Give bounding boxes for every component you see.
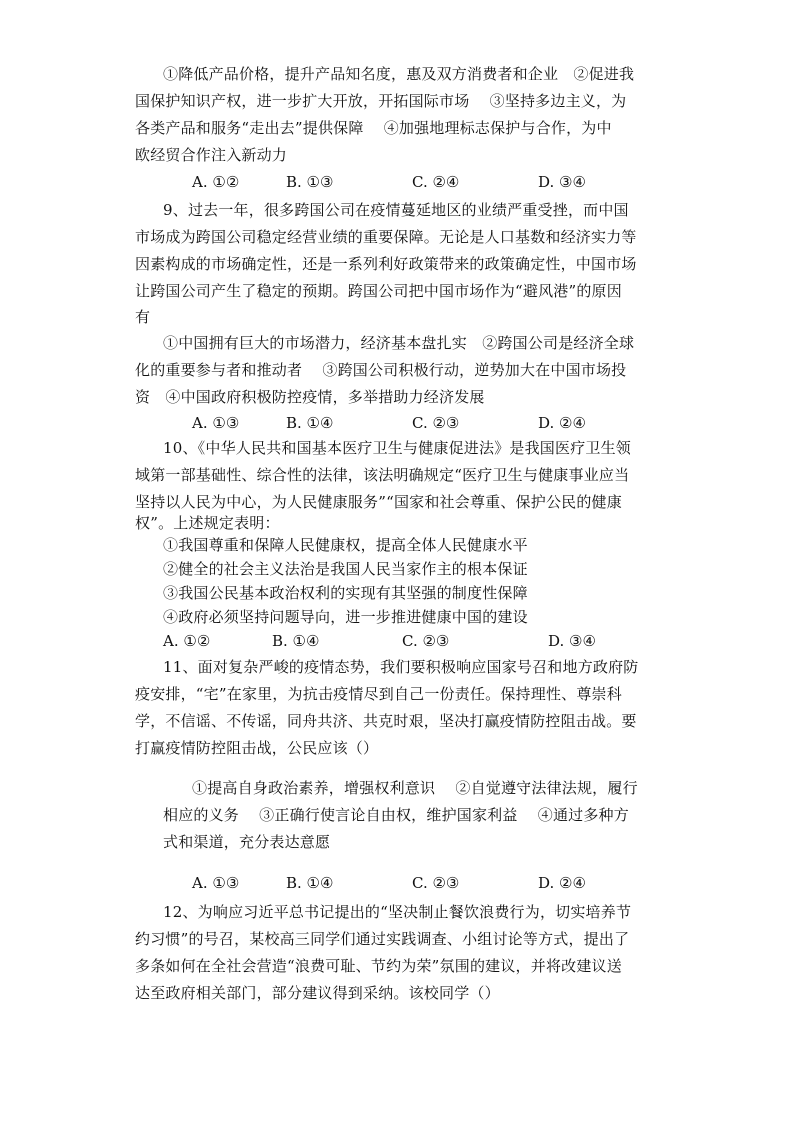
q11-stem-line: 学，不信谣、不传谣，同舟共济、共克时艰，坚决打赢疫情防控阻击战。要 — [135, 712, 637, 730]
q10-stem-line: 域第一部基础性、综合性的法律，该法明确规定“医疗卫生与健康事业应当 — [135, 466, 630, 484]
q11-stem-line: 疫安排，“宅”在家里，为抗击疫情尽到自己一份责任。保持理性、尊崇科 — [135, 685, 622, 703]
q11-option-a: A. ①③ — [192, 874, 240, 892]
q8-statement-line: 欧经贸合作注入新动力 — [135, 146, 288, 164]
q11-option-d: D. ②④ — [538, 874, 586, 892]
q9-stem-line: 9、过去一年，很多跨国公司在疫情蔓延地区的业绩严重受挫，而中国 — [163, 201, 629, 219]
q9-stem-line: 市场成为跨国公司稳定经营业绩的重要保障。无论是人口基数和经济实力等 — [135, 228, 637, 246]
q8-statement-line: 国保护知识产权，进一步扩大开放，开拓国际市场 ③坚持多边主义，为 — [135, 92, 627, 110]
q9-stem-line: 有 — [135, 308, 151, 326]
q10-option-d: D. ③④ — [548, 632, 596, 650]
q9-statement-line: 化的重要参与者和推动者 ③跨国公司积极行动，逆势加大在中国市场投 — [135, 361, 627, 379]
q9-stem-line: 让跨国公司产生了稳定的预期。跨国公司把中国市场作为“避风港”的原因 — [135, 282, 622, 300]
q12-stem-line: 约习惯”的号召，某校高三同学们通过实践调查、小组讨论等方式，提出了 — [135, 930, 630, 948]
q10-stem-line: 10、《中华人民共和国基本医疗卫生与健康促进法》是我国医疗卫生领 — [163, 439, 631, 457]
q8-option-d: D. ③④ — [538, 173, 586, 191]
q8-option-b: B. ①③ — [286, 173, 334, 191]
q11-statement-line: 式和渠道，充分表达意愿 — [163, 833, 331, 851]
q11-statement-line: 相应的义务 ③正确行使言论自由权，维护国家利益 ④通过多种方 — [163, 806, 629, 824]
q10-statement: ③我国公民基本政治权利的实现有其坚强的制度性保障 — [163, 584, 528, 602]
q9-option-d: D. ②④ — [538, 414, 586, 432]
q12-stem-line: 多条如何在全社会营造“浪费可耻、节约为荣”氛围的建议，并将改建议送 — [135, 957, 622, 975]
q10-stem-line: 坚持以人民为中心，为人民健康服务”“国家和社会尊重、保护公民的健康 — [135, 493, 622, 511]
q10-statement: ②健全的社会主义法治是我国人民当家作主的根本保证 — [163, 560, 528, 578]
q11-statement-line: ①提高自身政治素养，增强权利意识 ②自觉遵守法律法规，履行 — [192, 779, 638, 797]
q8-option-a: A. ①② — [192, 173, 240, 191]
q11-option-c: C. ②③ — [412, 874, 460, 892]
q12-stem-line: 达至政府相关部门，部分建议得到采纳。该校同学（） — [135, 984, 500, 1002]
q11-option-b: B. ①④ — [286, 874, 334, 892]
q8-statement-line: 各类产品和服务“走出去”提供保障 ④加强地理标志保护与合作，为中 — [135, 119, 612, 137]
q8-statement-line: ①降低产品价格，提升产品知名度，惠及双方消费者和企业 ②促进我 — [163, 65, 635, 83]
q9-option-c: C. ②③ — [412, 414, 460, 432]
q11-stem-line: 打赢疫情防控阻击战，公民应该（） — [135, 739, 379, 757]
q9-statement-line: ①中国拥有巨大的市场潜力，经济基本盘扎实 ②跨国公司是经济全球 — [163, 334, 635, 352]
q10-option-b: B. ①④ — [272, 632, 320, 650]
q10-option-a: A. ①② — [163, 632, 211, 650]
q8-option-c: C. ②④ — [412, 173, 460, 191]
q9-option-a: A. ①③ — [192, 414, 240, 432]
q10-stem-line: 权”。上述规定表明： — [135, 514, 280, 532]
q10-option-c: C. ②③ — [402, 632, 450, 650]
q10-statement: ④政府必须坚持问题导向，进一步推进健康中国的建设 — [163, 608, 528, 626]
q9-stem-line: 因素构成的市场确定性，还是一系列利好政策带来的政策确定性，中国市场 — [135, 255, 637, 273]
q12-stem-line: 12、为响应习近平总书记提出的“坚决制止餐饮浪费行为，切实培养节 — [163, 903, 632, 921]
q10-statement: ①我国尊重和保障人民健康权，提高全体人民健康水平 — [163, 536, 528, 554]
q9-statement-line: 资 ④中国政府积极防控疫情，多举措助力经济发展 — [135, 388, 485, 406]
q11-stem-line: 11、面对复杂严峻的疫情态势，我们要积极响应国家号召和地方政府防 — [163, 658, 639, 676]
q9-option-b: B. ①④ — [286, 414, 334, 432]
